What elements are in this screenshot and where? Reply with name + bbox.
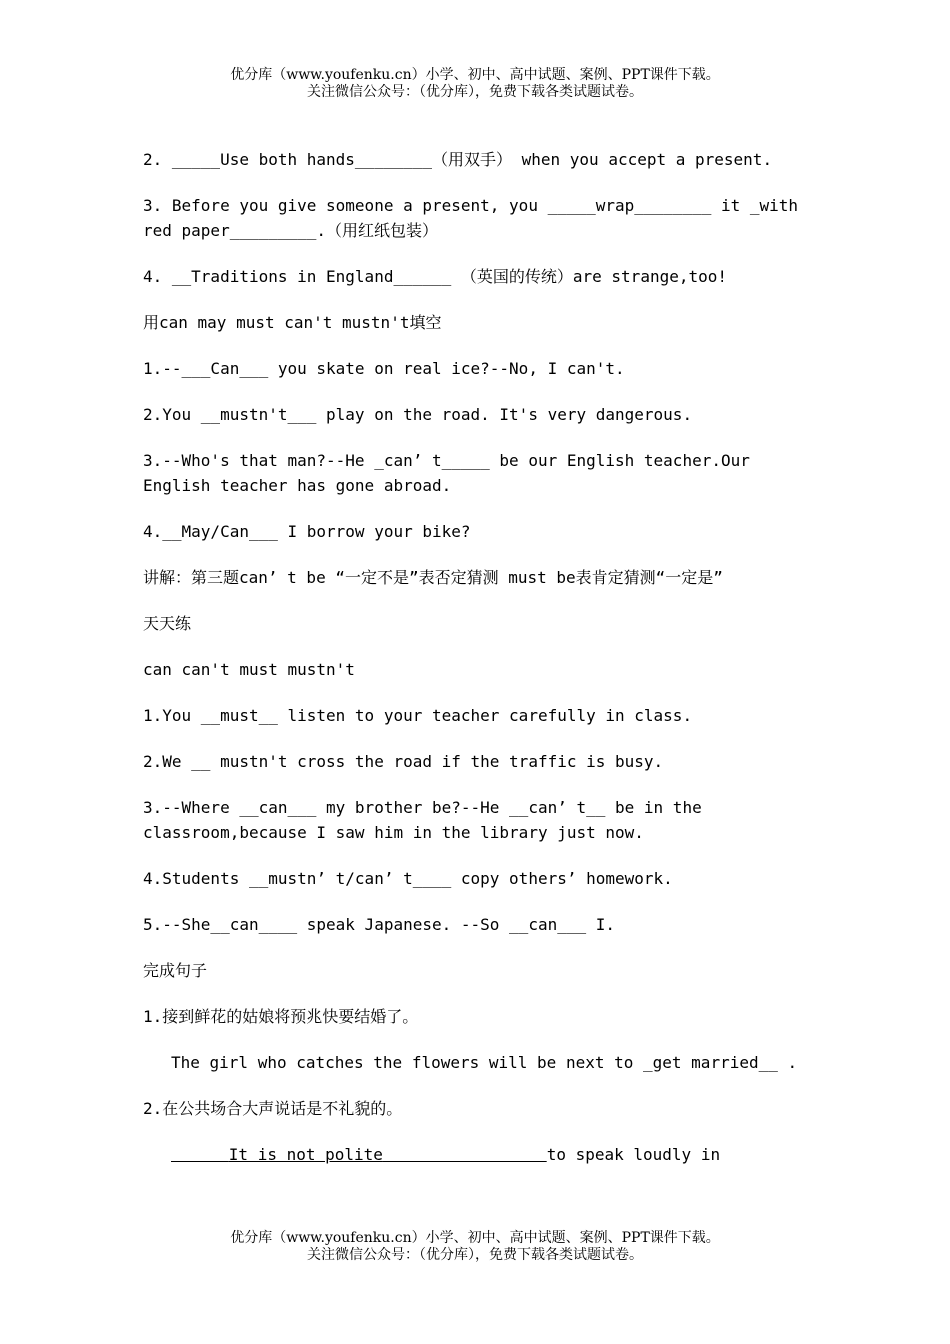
s4-question-1-chinese: 1.接到鲜花的姑娘将预兆快要结婚了。 [143, 1007, 419, 1026]
blank-after [383, 1145, 547, 1164]
s3-title: 天天练 [143, 614, 192, 633]
s1-question-4: 4. __Traditions in England______ （英国的传统）are strange,too! [143, 267, 728, 286]
s3-question-1: 1.You __must__ listen to your teacher carefully in class. [143, 706, 693, 725]
s3-question-2: 2.We __ mustn't cross the road if the traffic is busy. [143, 752, 664, 771]
s2-question-4: 4.__May/Can___ I borrow your bike? [143, 522, 471, 541]
s4-question-2-english [143, 1142, 808, 1167]
s4-title: 完成句子 [143, 961, 208, 980]
s3-question-4: 4.Students __mustn’ t/can’ t____ copy others’ homework. [143, 869, 673, 888]
s3-word-bank: can can't must mustn't [143, 660, 355, 679]
s2-question-1: 1.--___Can___ you skate on real ice?--No, I can't. [143, 359, 625, 378]
answer-underlined: It is not polite [228, 1145, 383, 1164]
s3-question-5: 5.--She__can____ speak Japanese. --So __can___ I. [143, 915, 616, 934]
header-line-2: 关注微信公众号：（优分库），免费下载各类试题试卷。 [307, 84, 643, 100]
sentence-rest: to speak loudly in [546, 1145, 721, 1164]
s4-question-2-chinese: 2.在公共场合大声说话是不礼貌的。 [143, 1099, 403, 1118]
header-line-1: 优分库（www.youfenku.cn）小学、初中、高中试题、案例、PPT课件下载。 [230, 67, 720, 83]
s2-question-3: 3.--Who's that man?--He _can’ t_____ be our English teacher.Our English teacher has gone abroad. [143, 451, 760, 495]
blank-before [171, 1145, 229, 1164]
s2-title: 用can may must can't mustn't填空 [143, 313, 442, 332]
page-header [0, 67, 950, 101]
footer-line-2: 关注微信公众号：（优分库），免费下载各类试题试卷。 [307, 1247, 643, 1263]
s2-question-2: 2.You __mustn't___ play on the road. It's very dangerous. [143, 405, 693, 424]
s1-question-3: 3. Before you give someone a present, you _____wrap________ it _with red paper_________.（用红纸包装） [143, 196, 808, 240]
s2-explanation: 讲解：第三题can’ t be “一定不是”表否定猜测 must be表肯定猜测“一定是” [143, 568, 723, 587]
s3-question-3: 3.--Where __can___ my brother be?--He __can’ t__ be in the classroom,because I saw him in the library just now. [143, 798, 712, 842]
s4-question-1-english: The girl who catches the flowers will be next to _get married__ . [171, 1053, 798, 1072]
s1-question-2: 2. _____Use both hands________（用双手） when you accept a present. [143, 150, 773, 169]
footer-line-1: 优分库（www.youfenku.cn）小学、初中、高中试题、案例、PPT课件下载。 [230, 1230, 720, 1246]
page-footer [0, 1230, 950, 1264]
worksheet-body [143, 147, 808, 1188]
